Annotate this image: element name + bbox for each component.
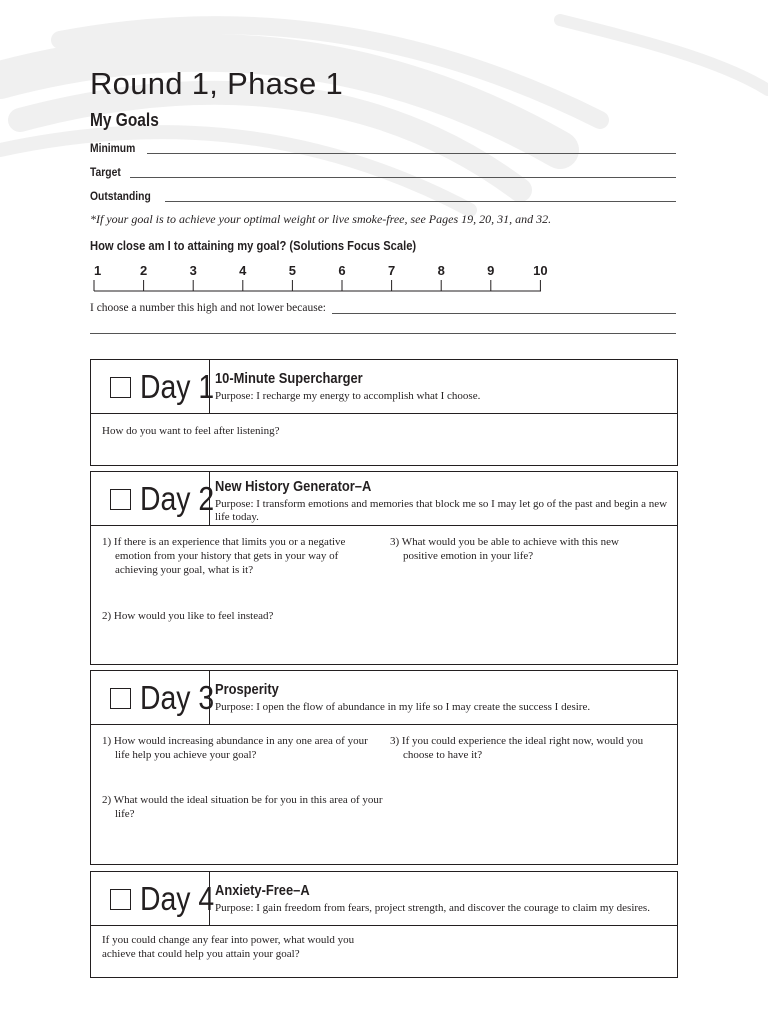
day-1-title: 10-Minute Supercharger [215,370,363,387]
day-3-question-2: 2) What would the ideal situation be for you in this area of your life? [102,794,383,820]
day-1-header [91,360,677,414]
day-1-box [90,359,678,466]
day-1-info [215,370,669,403]
day-1-body[interactable] [91,414,677,466]
scale-number-1: 1 [94,263,102,278]
scale-number-2: 2 [139,263,148,278]
choose-field[interactable] [332,302,676,314]
day-1-checkbox[interactable] [110,377,131,398]
day-4-question-1: If you could change any fear into power, what would you achieve that could help you attain your goal? [102,934,355,960]
scale-number-4: 4 [239,263,247,278]
day-1-label: Day 1 [140,368,215,405]
choose-text: I choose a number this high and not lower because: [90,302,327,314]
day-1-purpose: Purpose: I recharge my energy to accomplish what I choose. [215,390,481,402]
day-4-label: Day 4 [140,880,215,917]
day-2-header [91,472,677,526]
goal-field-outstanding[interactable] [165,190,676,202]
day-3-question-3: 3) If you could experience the ideal right now, would you choose to have it? [390,735,644,761]
scale-question: How close am I to attaining my goal? (Solutions Focus Scale) [90,238,417,253]
day-2-question-1: 1) If there is an experience that limits you or a negative emotion from your history that gets in your way of achieving your goal, what is it? [102,536,346,576]
day-3-body[interactable] [91,725,677,864]
scale-number-5: 5 [288,263,297,278]
day-2-question-2: 2) How would you like to feel instead? [102,610,274,622]
day-2-label-cell [91,472,215,525]
goal-row-target [90,160,676,178]
goal-row-outstanding [90,184,676,202]
goal-field-target[interactable] [130,166,676,178]
scale-number-9: 9 [487,263,495,278]
day-4-checkbox[interactable] [110,889,131,910]
day-2-info [215,478,669,524]
day-3-title: Prosperity [215,681,279,698]
day-4-title: Anxiety-Free–A [215,882,310,899]
day-2-label: Day 2 [140,480,215,517]
footnote: *If your goal is to achieve your optimal weight or live smoke-free, see Pages 19, 20, 31, and 32. [90,212,552,226]
scale-number-8: 8 [437,263,445,278]
day-4-info [215,882,669,915]
scale-number-3: 3 [189,263,197,278]
goal-row-minimum [90,136,676,154]
day-3-box [90,670,678,865]
day-4-header [91,872,677,926]
day-3-checkbox[interactable] [110,688,131,709]
day-2-body[interactable] [91,526,677,664]
day-3-purpose: Purpose: I open the flow of abundance in my life so I may create the success I desire. [215,701,591,713]
day-2-purpose: Purpose: I transform emotions and memories that block me so I may let go of the past and begin a new life today. [215,498,668,523]
day-3-header [91,671,677,725]
goals-heading: My Goals [90,110,159,130]
goal-field-minimum[interactable] [147,142,676,154]
goal-label-target: Target [90,165,121,179]
day-2-box [90,471,678,665]
day-4-body[interactable] [91,926,677,978]
day-2-question-3: 3) What would you be able to achieve with this new positive emotion in your life? [390,536,619,562]
scale-number-10: 10 [533,263,548,278]
scale-number-6: 6 [338,263,346,278]
day-3-info [215,681,669,714]
day-1-question-1: How do you want to feel after listening? [102,425,280,437]
day-4-purpose: Purpose: I gain freedom from fears, project strength, and discover the courage to claim my desires. [215,902,650,914]
page-title: Round 1, Phase 1 [90,66,343,101]
day-4-label-cell [91,872,215,925]
day-3-question-1: 1) How would increasing abundance in any one area of your life help you achieve your goal? [102,735,368,761]
day-2-checkbox[interactable] [110,489,131,510]
day-4-box [90,871,678,978]
day-2-title: New History Generator–A [215,478,372,495]
solutions-focus-scale [80,260,560,300]
choose-field-line-2[interactable] [90,333,676,334]
day-3-label-cell [91,671,215,724]
day-1-label-cell [91,360,215,413]
day-3-label: Day 3 [140,679,215,716]
choose-row [90,302,676,314]
goal-label-minimum: Minimum [90,141,136,155]
goal-label-outstanding: Outstanding [90,189,151,203]
scale-number-7: 7 [387,263,396,278]
